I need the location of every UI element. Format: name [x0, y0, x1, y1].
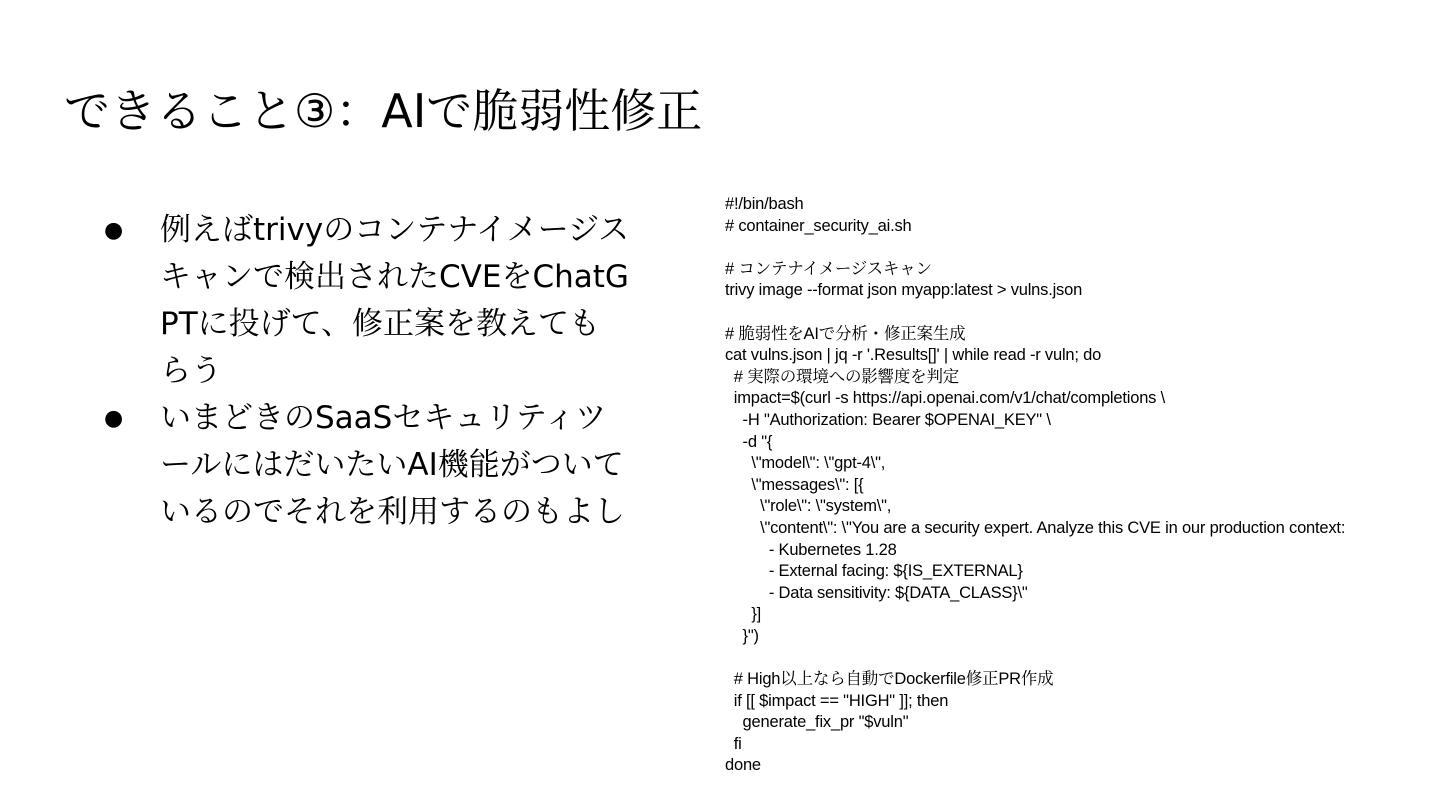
code-line: #!/bin/bash [725, 195, 804, 213]
bullet-text: 例えばtrivyのコンテナイメージスキャンで検出されたCVEをChatGPTに投げて、修正案を教えてもらう [160, 212, 630, 389]
bullet-text: いまどきのSaaSセキュリティツールにはだいたいAI機能がついているのでそれを利用するのもよし [160, 400, 625, 530]
slide-title: できること③：AIで脆弱性修正 [64, 84, 703, 138]
code-line: - Data sensitivity: ${DATA_CLASS}\" [725, 583, 1028, 602]
bullet-item [104, 207, 630, 395]
code-line: \"model\": \"gpt-4\", [725, 454, 886, 473]
code-line [725, 302, 1395, 324]
code-line: - External facing: ${IS_EXTERNAL} [725, 562, 1023, 581]
code-line: generate_fix_pr "$vuln" [725, 713, 909, 732]
code-line: trivy image --format json myapp:latest > vulns.json [725, 281, 1083, 300]
bullet-list [104, 207, 644, 536]
code-line: # container_security_ai.sh [725, 216, 912, 235]
code-line: }] [725, 605, 762, 624]
code-block [725, 194, 1395, 777]
code-line: done [725, 756, 761, 775]
code-line: impact=$(curl -s https://api.openai.com/v1/chat/completions \ [725, 389, 1165, 408]
code-line: \"content\": \"You are a security expert. Analyze this CVE in our production context: [725, 518, 1346, 537]
code-line: -d "{ [725, 432, 773, 451]
code-line [725, 237, 1395, 259]
code-line: \"messages\": [{ [725, 475, 864, 494]
code-line: if [[ $impact == "HIGH" ]]; then [725, 691, 949, 710]
code-line [725, 647, 1395, 669]
code-line: # 脆弱性をAIで分析・修正案生成 [725, 324, 966, 343]
code-line: \"role\": \"system\", [725, 497, 892, 516]
code-line: fi [725, 734, 742, 753]
code-line: -H "Authorization: Bearer $OPENAI_KEY" \ [725, 410, 1051, 429]
bullet-icon: ● [104, 406, 124, 431]
code-line: cat vulns.json | jq -r '.Results[]' | while read -r vuln; do [725, 346, 1102, 365]
code-line: # コンテナイメージスキャン [725, 259, 932, 278]
bullet-item [104, 395, 630, 536]
code-line: # 実際の環境への影響度を判定 [725, 367, 960, 386]
bullet-icon: ● [104, 218, 124, 243]
code-line: }") [725, 626, 759, 645]
code-line: - Kubernetes 1.28 [725, 540, 897, 559]
code-line: # High以上なら自動でDockerfile修正PR作成 [725, 670, 1054, 689]
